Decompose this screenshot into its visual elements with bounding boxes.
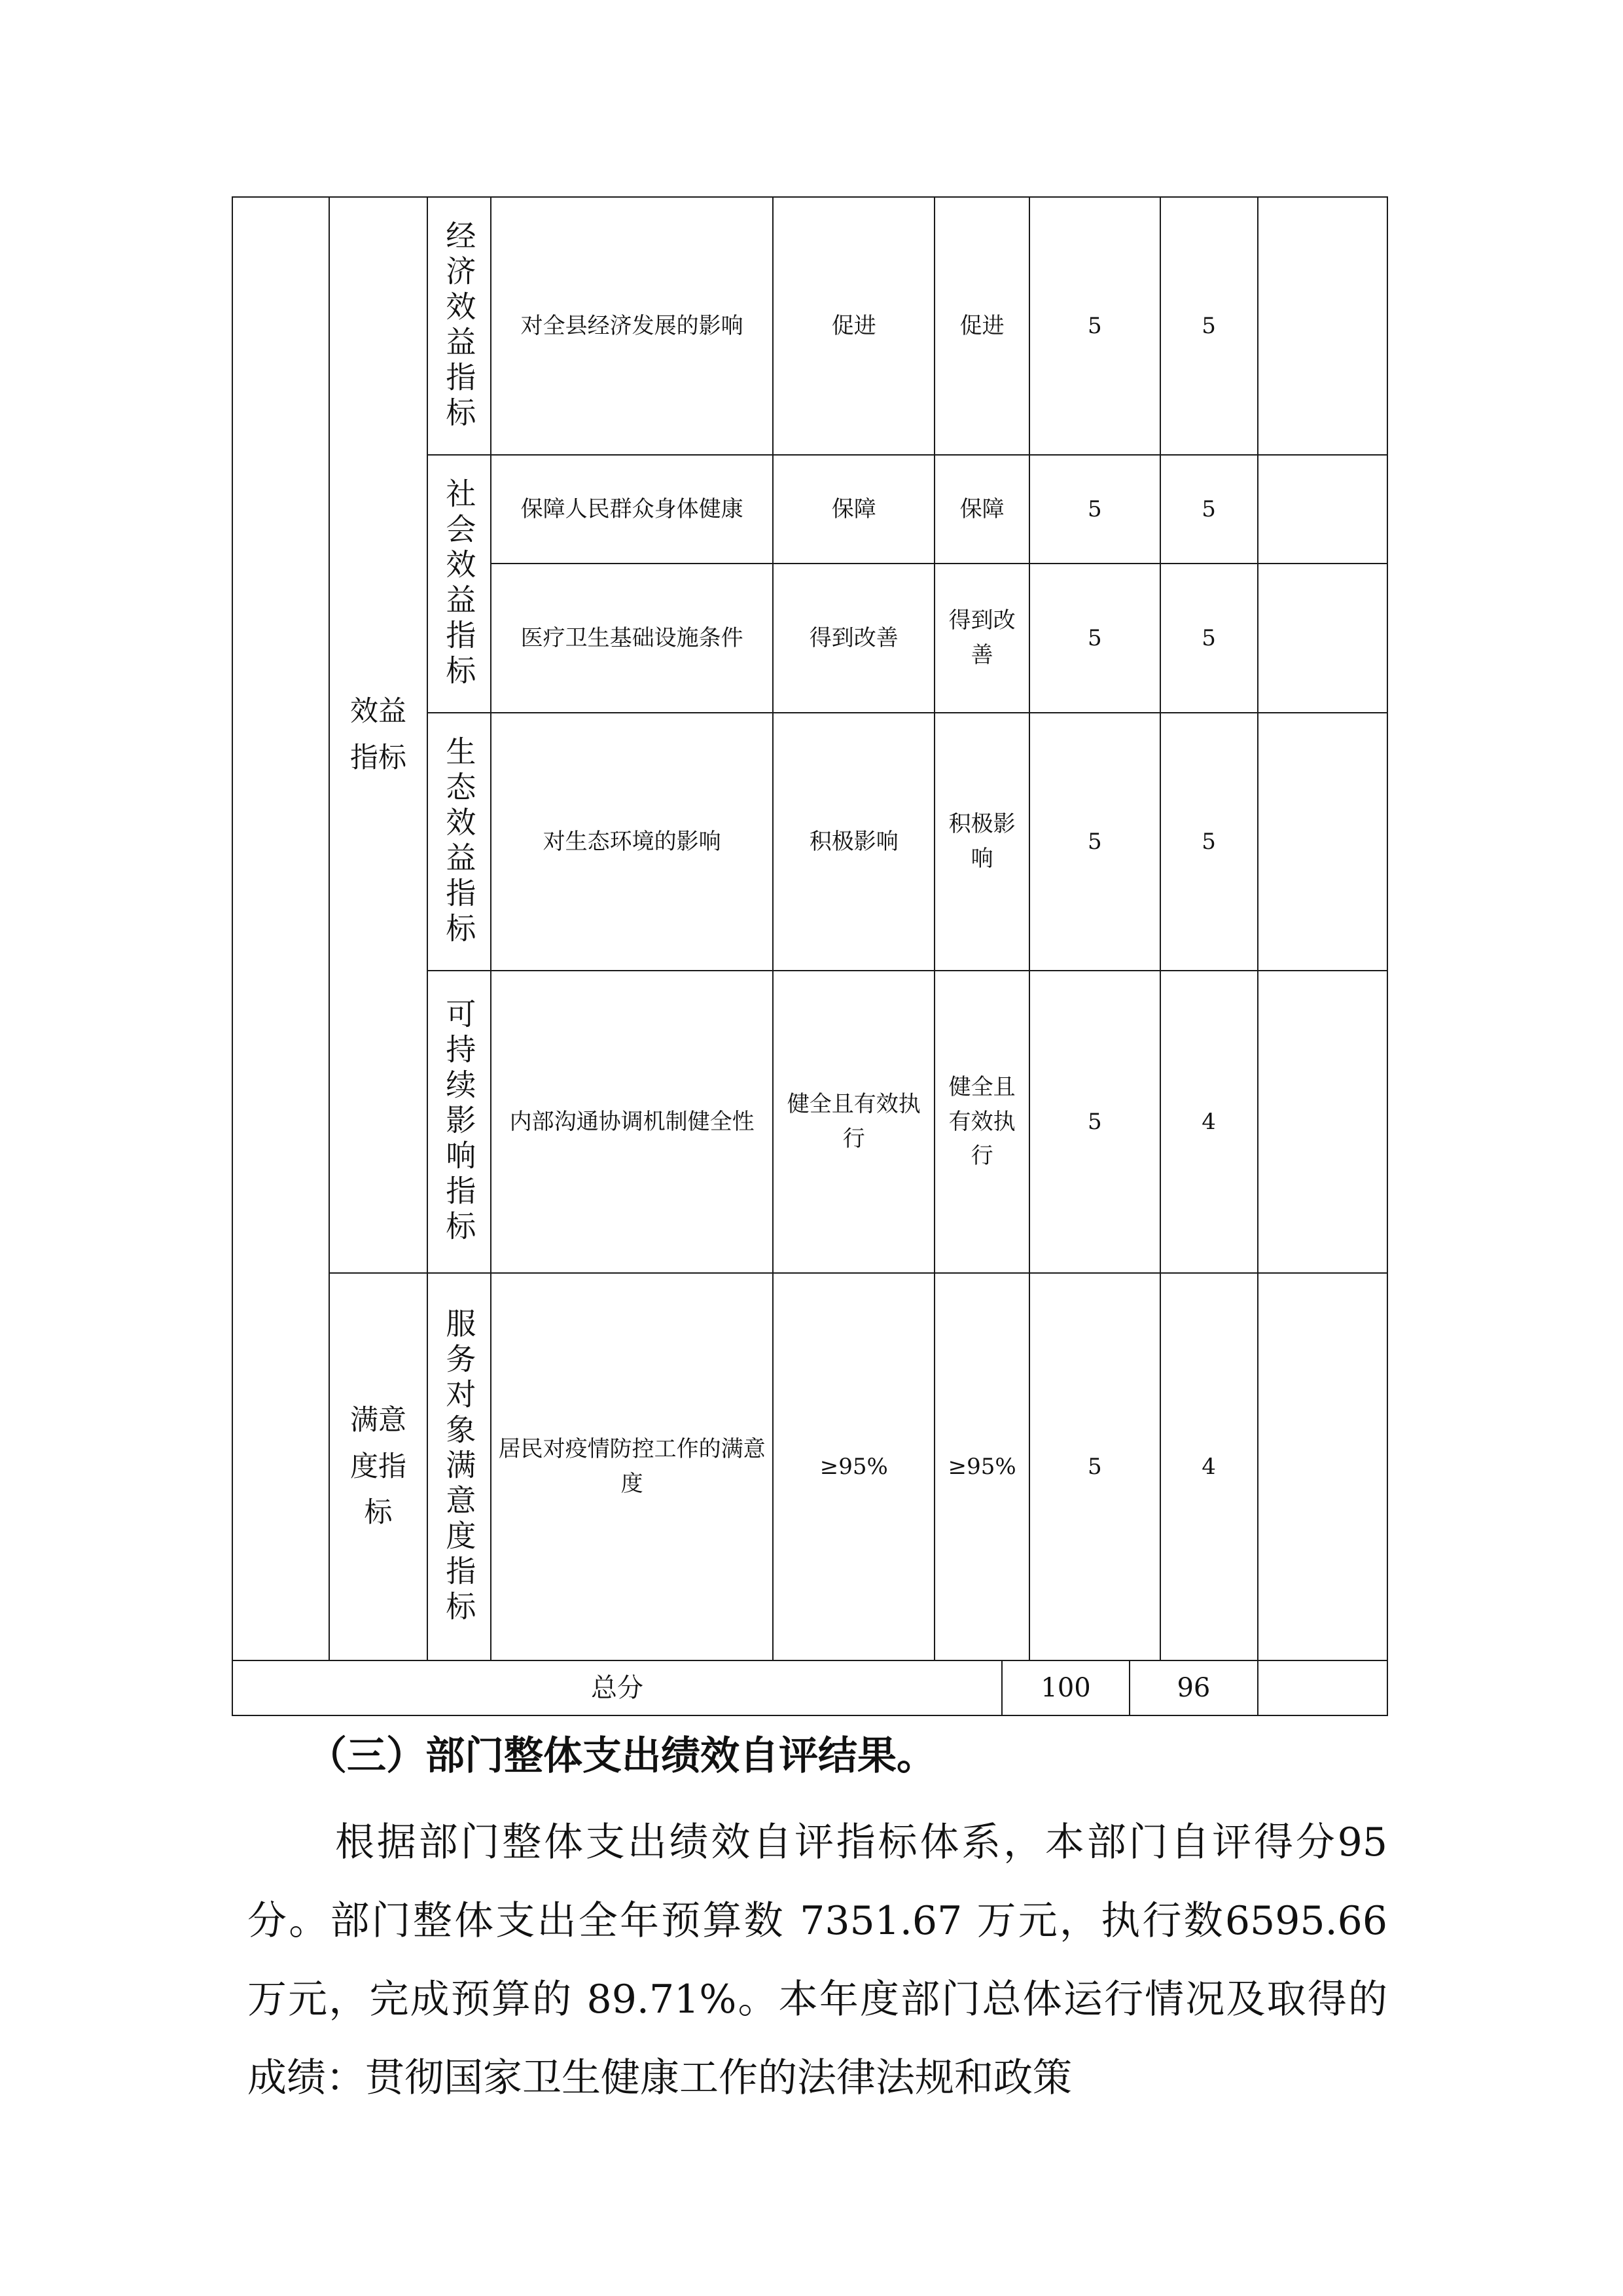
total-weight: 100 [1002,1660,1130,1715]
section-heading: （三）部门整体支出绩效自评结果。 [308,1733,936,1779]
actual-cell: 健全且有效执行 [935,971,1029,1273]
category-cell-satisfaction: 满意度指标 [329,1273,427,1660]
score-cell: 4 [1160,1273,1258,1660]
total-note [1258,1660,1387,1715]
actual-cell: 得到改善 [935,564,1029,713]
weight-cell: 5 [1029,971,1160,1273]
subcategory-cell: 生态效益指标 [427,713,491,971]
indicator-cell: 医疗卫生基础设施条件 [491,564,774,713]
indicator-cell: 对全县经济发展的影响 [491,197,774,455]
total-score: 96 [1130,1660,1257,1715]
actual-cell: ≥95% [935,1273,1029,1660]
total-label: 总分 [232,1660,1002,1715]
performance-indicator-table [232,196,1388,1716]
table-row [232,197,1387,455]
subcategory-cell: 经济效益指标 [427,197,491,455]
note-cell [1258,197,1387,455]
target-cell: 积极影响 [773,713,935,971]
outer-category-cell [232,197,329,1660]
weight-cell: 5 [1029,564,1160,713]
weight-cell: 5 [1029,197,1160,455]
actual-cell: 积极影响 [935,713,1029,971]
subcategory-cell: 服务对象满意度指标 [427,1273,491,1660]
score-cell: 5 [1160,713,1258,971]
total-row [232,1660,1387,1715]
score-cell: 5 [1160,564,1258,713]
target-cell: 促进 [773,197,935,455]
weight-cell: 5 [1029,455,1160,564]
note-cell [1258,971,1387,1273]
score-cell: 5 [1160,197,1258,455]
target-cell: 健全且有效执行 [773,971,935,1273]
indicator-cell: 居民对疫情防控工作的满意度 [491,1273,774,1660]
subcategory-cell: 社会效益指标 [427,455,491,713]
note-cell [1258,564,1387,713]
table-row [232,1273,1387,1660]
subcategory-cell: 可持续影响指标 [427,971,491,1273]
body-paragraph: 根据部门整体支出绩效自评指标体系，本部门自评得分95 分。部门整体支出全年预算数 7351.67 万元，执行数6595.66 万元，完成预算的 89.71%。本年度部门总体运行情况及取得的成绩：贯彻国家卫生健康工作的法律法规和政策 [247,1820,1387,2101]
score-cell: 4 [1160,971,1258,1273]
target-cell: 得到改善 [773,564,935,713]
score-cell: 5 [1160,455,1258,564]
actual-cell: 保障 [935,455,1029,564]
target-cell: ≥95% [773,1273,935,1660]
weight-cell: 5 [1029,713,1160,971]
weight-cell: 5 [1029,1273,1160,1660]
indicator-cell: 保障人民群众身体健康 [491,455,774,564]
actual-cell: 促进 [935,197,1029,455]
target-cell: 保障 [773,455,935,564]
category-cell-benefit: 效益指标 [329,197,427,1273]
note-cell [1258,1273,1387,1660]
indicator-cell: 对生态环境的影响 [491,713,774,971]
note-cell [1258,713,1387,971]
indicator-cell: 内部沟通协调机制健全性 [491,971,774,1273]
note-cell [1258,455,1387,564]
